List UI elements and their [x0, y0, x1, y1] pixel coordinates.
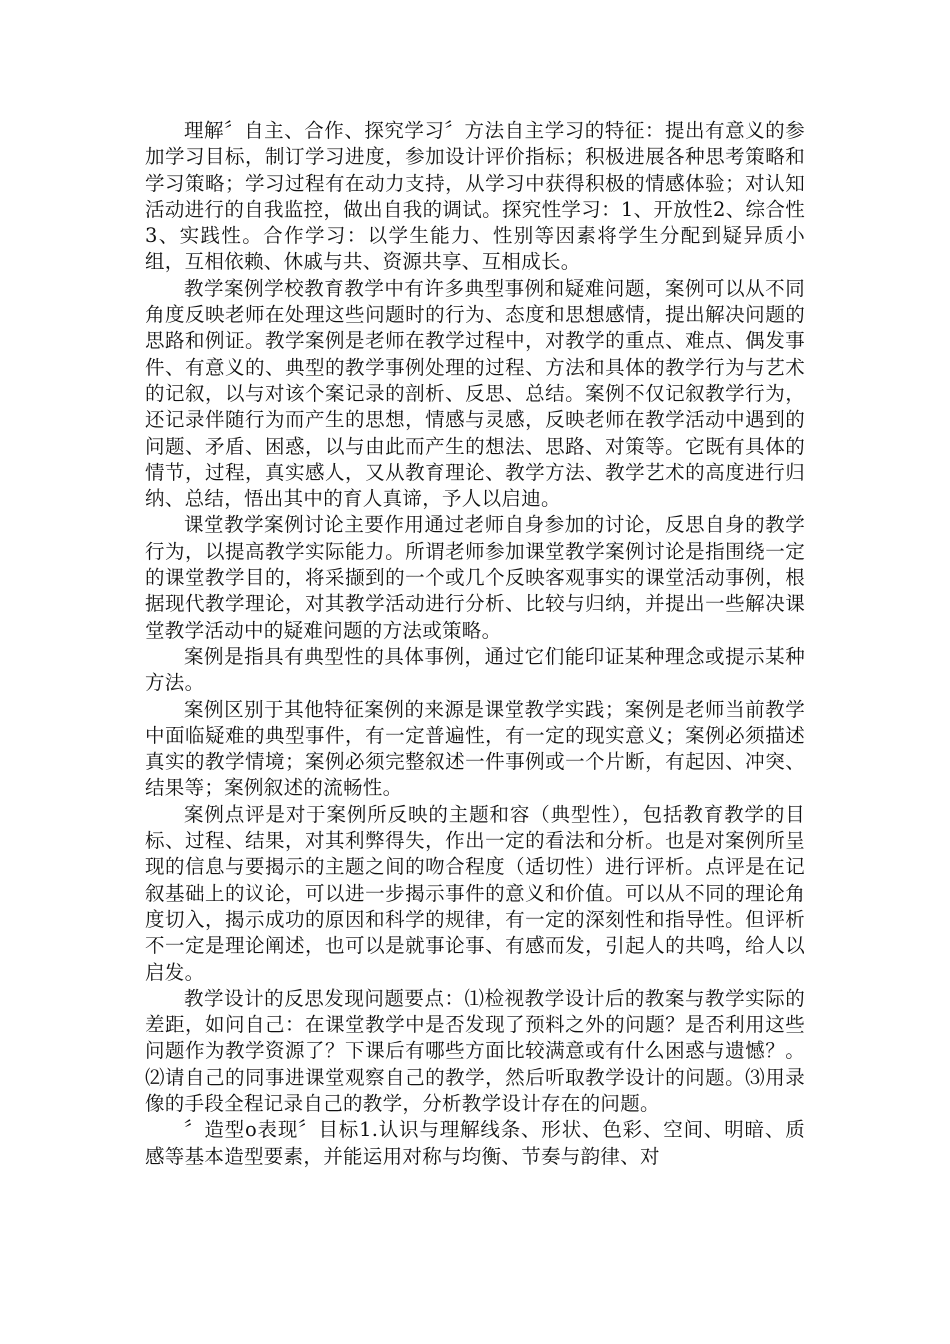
paragraph-modeling-goal: 〞造型o表现〞目标1.认识与理解线条、形状、色彩、空间、明暗、质感等基本造型要素，并能运用对称与均衡、节奏与韵律、对 [145, 1118, 805, 1168]
paragraph-case-definition: 案例是指具有典型性的具体事例，通过它们能印证某种理念或提示某种方法。 [145, 644, 805, 695]
paragraph-case-features: 案例区别于其他特征案例的来源是课堂教学实践；案例是老师当前教学中面临疑难的典型事件，有一定普遍性，有一定的现实意义；案例必须描述真实的教学情境；案例必须完整叙述一件事例或一个片断，有起因、冲突、结果等；案例叙述的流畅性。 [145, 697, 805, 800]
paragraph-design-reflection: 教学设计的反思发现问题要点：⑴检视教学设计后的教案与教学实际的差距，如问自己：在课堂教学中是否发现了预料之外的问题？是否利用这些问题作为教学资源了？下课后有哪些方面比较满意或有什么困惑与遗憾？。⑵请自己的同事进课堂观察自己的教学，然后听取教学设计的问题。⑶用录像的手段全程记录自己的教学，分析教学设计存在的问题。 [145, 986, 805, 1115]
document-body [145, 118, 805, 1170]
paragraph-case-review: 案例点评是对于案例所反映的主题和容（典型性），包括教育教学的目标、过程、结果，对其利弊得失，作出一定的看法和分析。也是对案例所呈现的信息与要揭示的主题之间的吻合程度（适切性）进行评析。点评是在记叙基础上的议论，可以进一步揭示事件的意义和价值。可以从不同的理论角度切入，揭示成功的原因和科学的规律，有一定的深刻性和指导性。但评析不一定是理论阐述，也可以是就事论事、有感而发，引起人的共鸣，给人以启发。 [145, 802, 805, 984]
paragraph-teaching-case: 教学案例学校教育教学中有许多典型事例和疑难问题，案例可以从不同角度反映老师在处理这些问题时的行为、态度和思想感情，提出解决问题的思路和例证。教学案例是老师在教学过程中，对教学的重点、难点、偶发事件、有意义的、典型的教学事例处理的过程、方法和具体的教学行为与艺术的记叙，以与对该个案记录的剖析、反思、总结。案例不仅记叙教学行为，还记录伴随行为而产生的思想，情感与灵感，反映老师在教学活动中遇到的问题、矛盾、困惑，以与由此而产生的想法、思路、对策等。它既有具体的情节，过程，真实感人，又从教育理论、教学方法、教学艺术的高度进行归纳、总结，悟出其中的育人真谛，予人以启迪。 [145, 276, 805, 511]
paragraph-autonomous-learning: 理解〞自主、合作、探究学习〞方法自主学习的特征：提出有意义的参加学习目标，制订学习进度，参加设计评价指标；积极进展各种思考策略和学习策略；学习过程有在动力支持，从学习中获得积极的情感体验；对认知活动进行的自我监控，做出自我的调试。探究性学习：1、开放性2、综合性3、实践性。合作学习：以学生能力、性别等因素将学生分配到疑异质小组，互相依赖、休戚与共、资源共享、互相成长。 [145, 119, 805, 274]
paragraph-case-discussion: 课堂教学案例讨论主要作用通过老师自身参加的讨论，反思自身的教学行为，以提高教学实际能力。所谓老师参加课堂教学案例讨论是指围绕一定的课堂教学目的，将采撷到的一个或几个反映客观事实的课堂活动事例，根据现代教学理论，对其教学活动进行分析、比较与归纳，并提出一些解决课堂教学活动中的疑难问题的方法或策略。 [145, 513, 805, 642]
